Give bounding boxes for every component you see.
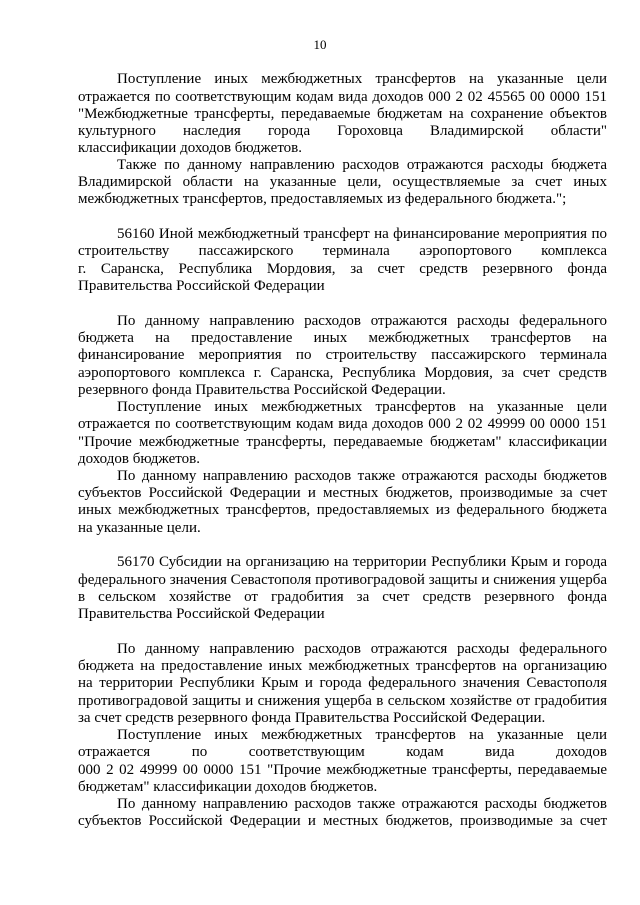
page-number: 10: [313, 37, 327, 52]
text-line: Правительства Российской Федерации: [78, 278, 325, 294]
text-line: за счет средств резервного фонда Правительства Российской Федерации.: [78, 710, 546, 726]
text-line: 56170 Субсидии на организацию на территории Республики Крым и города: [117, 554, 607, 570]
text-line: аэропортового комплекса г. Саранска, Республика Мордовия, за счет средств: [78, 365, 607, 381]
text-line: бюджета на предоставление иных межбюджетных трансфертов на: [78, 330, 607, 346]
text-line: доходов бюджетов.: [78, 451, 200, 467]
text-line: отражается по соответствующим кодам вида доходов 000 2 02 45565 00 0000 151: [78, 89, 607, 105]
text-line: По данному направлению расходов также отражаются расходы бюджетов: [117, 468, 607, 484]
text-line: Поступление иных межбюджетных трансфертов на указанные цели: [117, 71, 607, 87]
text-line: 000 2 02 49999 00 0000 151 "Прочие межбюджетные трансферты, передаваемые: [78, 762, 607, 778]
text-line: отражается по соответствующим кодам вида доходов: [78, 744, 607, 760]
text-line: классификации доходов бюджетов.: [78, 140, 303, 156]
text-line: 56160 Иной межбюджетный трансферт на финансирование мероприятия по: [117, 226, 607, 242]
text-line: Поступление иных межбюджетных трансфертов на указанные цели: [117, 727, 607, 743]
text-line: строительству пассажирского терминала аэропортового комплекса: [78, 243, 607, 259]
text-line: межбюджетных трансфертов, предоставляемых из федерального бюджета.";: [78, 191, 567, 207]
text-line: иных межбюджетных трансфертов, предоставляемых из федерального бюджета: [78, 502, 607, 518]
text-line: По данному направлению расходов также отражаются расходы бюджетов: [117, 796, 607, 812]
text-line: на территории Республики Крым и города федерального значения Севастополя: [78, 675, 607, 691]
text-line: бюджетам" классификации доходов бюджетов.: [78, 779, 378, 795]
text-line: отражается по соответствующим кодам вида доходов 000 2 02 49999 00 0000 151: [78, 416, 607, 432]
text-line: По данному направлению расходов отражаются расходы федерального: [117, 641, 607, 657]
text-line: Поступление иных межбюджетных трансфертов на указанные цели: [117, 399, 607, 415]
text-line: на указанные цели.: [78, 520, 201, 536]
text-line: резервного фонда Правительства Российской Федерации.: [78, 382, 446, 398]
text-line: Правительства Российской Федерации: [78, 606, 325, 622]
text-line: в сельском хозяйстве от градобития за счет средств резервного фонда: [78, 589, 607, 605]
text-line: Также по данному направлению расходов отражаются расходы бюджета: [117, 157, 607, 173]
text-line: Владимирской области на указанные цели, осуществляемые за счет иных: [78, 174, 607, 190]
text-line: противоградовой защиты и снижения ущерба в сельском хозяйстве от градобития: [78, 693, 607, 709]
text-line: "Прочие межбюджетные трансферты, передаваемые бюджетам" классификации: [78, 434, 607, 450]
text-line: "Межбюджетные трансферты, передаваемые бюджетам на сохранение объектов: [78, 106, 607, 122]
text-line: г. Саранска, Республика Мордовия, за счет средств резервного фонда: [78, 261, 607, 277]
text-line: субъектов Российской Федерации и местных бюджетов, производимые за счет: [78, 813, 607, 829]
text-line: финансирование мероприятия по строительству пассажирского терминала: [78, 347, 607, 363]
text-line: бюджета на предоставление иных межбюджетных трансфертов на организацию: [78, 658, 607, 674]
text-line: По данному направлению расходов отражаются расходы федерального: [117, 313, 607, 329]
text-line: культурного наследия города Гороховца Владимирской области": [78, 123, 607, 139]
text-line: федерального значения Севастополя противоградовой защиты и снижения ущерба: [78, 572, 607, 588]
text-line: субъектов Российской Федерации и местных бюджетов, производимые за счет: [78, 485, 607, 501]
